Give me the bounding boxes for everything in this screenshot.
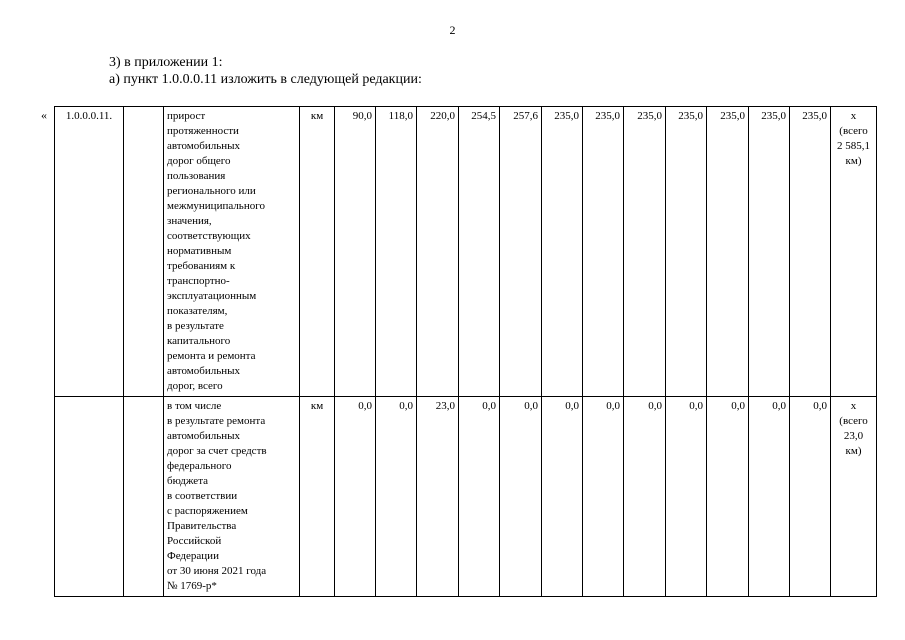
- value-cell: 0,0: [790, 397, 831, 597]
- row-code: [55, 397, 124, 597]
- value-cell: 90,0: [335, 107, 376, 397]
- value-cell: 257,6: [500, 107, 542, 397]
- value-cell: 0,0: [335, 397, 376, 597]
- value-cell: 235,0: [749, 107, 790, 397]
- value-cell: 0,0: [749, 397, 790, 597]
- value-cell: 235,0: [624, 107, 666, 397]
- value-cell: 0,0: [583, 397, 624, 597]
- value-cell: 0,0: [624, 397, 666, 597]
- value-cell: 235,0: [790, 107, 831, 397]
- value-cell: 0,0: [707, 397, 749, 597]
- row-code: 1.0.0.0.11.: [55, 107, 124, 397]
- value-cell: 254,5: [459, 107, 500, 397]
- value-cell: 0,0: [542, 397, 583, 597]
- value-cell: 0,0: [376, 397, 417, 597]
- value-cell: 235,0: [542, 107, 583, 397]
- value-cell: 118,0: [376, 107, 417, 397]
- total-cell: х (всего 2 585,1 км): [831, 107, 877, 397]
- total-cell: х (всего 23,0 км): [831, 397, 877, 597]
- subsection-heading: а) пункт 1.0.0.0.11 изложить в следующей редакции:: [109, 72, 422, 87]
- opening-quote: «: [41, 108, 47, 122]
- unit-cell: км: [300, 397, 335, 597]
- unit-cell: км: [300, 107, 335, 397]
- table-row: [55, 397, 877, 597]
- value-cell: 220,0: [417, 107, 459, 397]
- value-cell: 235,0: [666, 107, 707, 397]
- table-row: [55, 107, 877, 397]
- empty-cell: [124, 107, 164, 397]
- indicator-table: [54, 106, 877, 597]
- value-cell: 0,0: [459, 397, 500, 597]
- value-cell: 235,0: [707, 107, 749, 397]
- indicator-name: в том числе в результате ремонта автомобильных дорог за счет средств федерального бюджета в соответствии с распоряжением Правительства Российской Федерации от 30 июня 2021 года № 1769-р*: [164, 397, 300, 597]
- section-heading: 3) в приложении 1:: [109, 55, 223, 70]
- value-cell: 23,0: [417, 397, 459, 597]
- page-number: 2: [449, 23, 456, 37]
- empty-cell: [124, 397, 164, 597]
- value-cell: 0,0: [500, 397, 542, 597]
- value-cell: 235,0: [583, 107, 624, 397]
- indicator-name: прирост протяженности автомобильных дорог общего пользования регионального или межмуниципального значения, соответствующих нормативным требованиям к транспортно- эксплуатационным показателям, в результате капитального ремонта и ремонта автомобильных дорог, всего: [164, 107, 300, 397]
- value-cell: 0,0: [666, 397, 707, 597]
